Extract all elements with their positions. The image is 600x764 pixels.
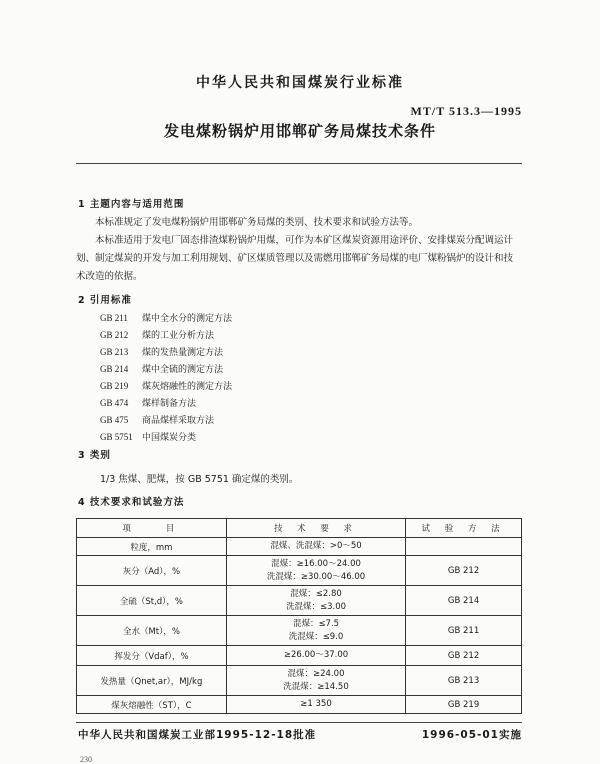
section-1-heading: 1 主题内容与适用范围 <box>78 199 185 210</box>
table-cell: 全硫（St,d），% <box>77 586 227 616</box>
table-cell: 粒度，mm <box>77 538 227 556</box>
table-cell: GB 212 <box>406 556 522 586</box>
section-1-paragraph-1: 本标准规定了发电煤粉锅炉用邯郸矿务局煤的类别、技术要求和试验方法等。 <box>95 217 419 228</box>
list-item: GB 211 煤中全水分的测定方法 <box>100 313 233 324</box>
column-header-requirement: 技 术 要 求 <box>226 519 405 538</box>
table-cell: 混煤、洗混煤：>0～50 <box>226 538 405 556</box>
table-row <box>77 646 522 666</box>
list-item: GB 212 煤的工业分析方法 <box>100 330 215 341</box>
standards-list <box>100 310 232 446</box>
table-cell: ≥26.00～37.00 <box>226 646 405 666</box>
table-cell: 灰分（Ad），% <box>77 556 227 586</box>
table-cell: ≥1 350 <box>226 696 405 714</box>
section-4-heading: 4 技术要求和试验方法 <box>78 497 185 508</box>
implementation-date: 1996-05-01实施 <box>421 729 522 741</box>
section-3-text: 1/3 焦煤、肥煤，按 GB 5751 确定煤的类别。 <box>100 474 299 485</box>
table-cell: 混煤：≤2.80 洗混煤：≤3.00 <box>226 586 405 616</box>
standard-code: MT/T 513.3—1995 <box>410 104 522 118</box>
table-cell <box>406 538 522 556</box>
approval-note: 中华人民共和国煤炭工业部1995-12-18批准 <box>78 729 317 741</box>
list-item: GB 213 煤的发热量测定方法 <box>100 347 224 358</box>
list-item: GB 5751 中国煤炭分类 <box>100 432 197 443</box>
table-cell: GB 219 <box>406 696 522 714</box>
column-header-item: 项 目 <box>77 519 227 538</box>
section-2-heading: 2 引用标准 <box>78 295 132 306</box>
section-3-heading: 3 类别 <box>78 450 111 461</box>
table-cell: 混煤：≤7.5 洗混煤：≤9.0 <box>226 616 405 646</box>
list-item: GB 219 煤灰熔融性的测定方法 <box>100 381 233 392</box>
section-1-paragraph-2: 本标准适用于发电厂固态排渣煤粉锅炉用煤，可作为本矿区煤炭资源用途评价、安排煤炭分配调运计划、制定煤炭的开发与加工利用规划、矿区煤质管理以及需燃用邯郸矿务局煤的电厂煤粉锅炉的设计和技术改造的依据。 <box>76 235 514 282</box>
table-row <box>77 696 522 714</box>
table-row <box>77 538 522 556</box>
table-cell: GB 212 <box>406 646 522 666</box>
document-title: 发电煤粉锅炉用邯郸矿务局煤技术条件 <box>163 122 436 140</box>
table-cell: GB 213 <box>406 666 522 696</box>
table-header-row <box>77 519 522 538</box>
list-item: GB 474 煤样制备方法 <box>100 398 197 409</box>
footer-divider <box>76 722 522 723</box>
column-header-method: 试 验 方 法 <box>406 519 522 538</box>
technical-requirements-table <box>76 518 522 714</box>
table-row <box>77 586 522 616</box>
table-cell: 挥发分（Vdaf），% <box>77 646 227 666</box>
table-row <box>77 616 522 646</box>
standard-category: 中华人民共和国煤炭行业标准 <box>196 75 404 91</box>
table-cell: GB 211 <box>406 616 522 646</box>
table-row <box>77 556 522 586</box>
title-divider <box>76 163 522 164</box>
table-cell: 混煤：≥16.00～24.00 洗混煤：≥30.00～46.00 <box>226 556 405 586</box>
list-item: GB 475 商品煤样采取方法 <box>100 415 215 426</box>
table-cell: GB 214 <box>406 586 522 616</box>
page-number: 230 <box>80 755 92 764</box>
table-cell: 发热量（Qnet,ar），MJ/kg <box>77 666 227 696</box>
table-cell: 煤灰熔融性（ST），C <box>77 696 227 714</box>
table-cell: 混煤：≥24.00 洗混煤：≥14.50 <box>226 666 405 696</box>
table-row <box>77 666 522 696</box>
list-item: GB 214 煤中全硫的测定方法 <box>100 364 224 375</box>
table-cell: 全水（Mt），% <box>77 616 227 646</box>
